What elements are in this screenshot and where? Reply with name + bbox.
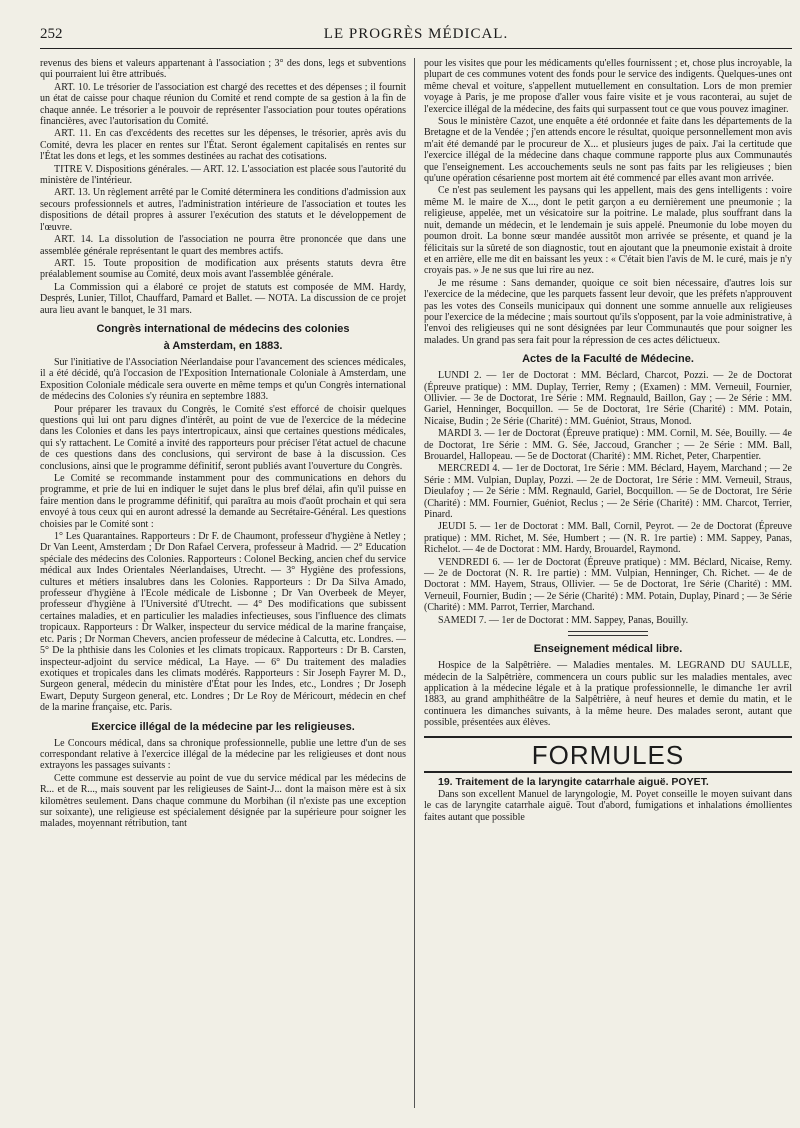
page-header [40,26,792,49]
formule-article [424,789,792,823]
paragraph: Sous le ministère Cazot, une enquête a été ordonnée et faite dans les départements de la Bretagne et de la Vendée ; j'en attends encore le résultat, quoique personnellement mon avis m'ait été demandé par le procureur de X... et plusieurs juges de paix. J'ai la certitude que l'exercice illégal de la médecine dans chaque commune rapporte plus aux Communautés que l'enseignement. Les accouchements seuls ne sont pas faits par les religieuses ; bien qu'une opération césarienne post mortem ait été commencé par elles avant mon arrivée. [424,116,792,185]
paragraph: ART. 11. En cas d'excédents des recettes sur les dépenses, le trésorier, après avis du Comité, devra les placer en rentes sur l'État. Seront également capitalisés en rentes sur l'État les dons et legs, et les sommes destinées au rachat des cotisations. [40,128,406,163]
exercise-article-continued [424,58,792,346]
paragraph: ART. 15. Toute proposition de modification aux présents statuts devra être préalablement soumise au Comité, deux mois avant l'assemblée générale. [40,257,406,281]
paragraph: Je me résume : Sans demander, quoique ce soit bien nécessaire, d'autres lois sur l'exercice de la médecine, que les parquets fassent leur devoir, que les préfets n'approuvent pas les votes des Conseils municipaux qui donnent une somme annuelle aux religieuses pour l'exercice de la médecine ; mais sourtout qu'ils s'opposent, par la voie administrative, à l'envoi des religieuses qui ne sont désignées par leur Communautés que pour soigner les malades. Un grand pas sera fait pour la répression de ces actes délictueux. [424,277,792,346]
paragraph: revenus des biens et valeurs appartenant à l'association ; 3° des dons, legs et subventions qui pourraient lui être attribués. [40,58,406,81]
paragraph: ART. 14. La dissolution de l'association ne pourra être prononcée que dans une assemblée générale représentant le quart des membres actifs. [40,234,406,257]
congress-article [40,357,406,714]
paragraph: TITRE V. Dispositions générales. — ART. 12. L'association est placée sous l'autorité du ministère de l'intérieur. [40,163,406,187]
section-heading-exercise: Exercice illégal de la médecine par les religieuses. [91,720,355,733]
paragraph: VENDREDI 6. — 1er de Doctorat (Épreuve pratique) : MM. Béclard, Nicaise, Remy. — 2e de Doctorat (N. R. 1re partie) : MM. Vulpian, Henninger, Ch. Richet. — 4e de Doctorat : MM. Hayem, Straus, Ollivier. — 5e de Doctorat, 1re Série (Charité) : MM. Verneuil, Fournier, Budin ; — 2e Série (Charité) : MM. Potain, Duplay, Pinard ; — 3e Série (Charité) : MM. Parrot, Terrier, Marchand. [424,556,792,614]
section-separator [568,631,648,636]
paragraph: Dans son excellent Manuel de laryngologie, M. Poyet conseille le moyen suivant dans le cas de laryngite catarrhale aiguë. Tout d'abord, fumigations et inhalations émollientes faites autant que possible [424,788,792,823]
section-heading-faculty: Actes de la Faculté de Médecine. [522,353,694,366]
paragraph: JEUDI 5. — 1er de Doctorat : MM. Ball, Cornil, Peyrot. — 2e de Doctorat (Épreuve pratique) : MM. Richet, M. Sée, Humbert ; — (N. R. 1re partie) : MM. Sappey, Panas, Richelot. — 4e de Doctorat : MM. Hardy, Brouardel, Raymond. [424,521,792,556]
paragraph: LUNDI 2. — 1er de Doctorat : MM. Béclard, Charcot, Pozzi. — 2e de Doctorat (Épreuve pratique) : MM. Duplay, Terrier, Remy ; (Examen) : MM. Verneuil, Fournier, Ollivier. — 3e de Doctorat, 1re Série : MM. Regnauld, Baillon, Gay ; — 2e Série : MM. Gariel, Henninger, Bocquillon. — 5e de Doctorat, 1re Série (Charité) : MM. Potain, Nicaise, Budin ; 2e Série (Charité) : MM. Guéniot, Straus, Monod. [424,370,792,427]
paragraph: MARDI 3. — 1er de Doctorat (Épreuve pratique) : MM. Cornil, M. Sée, Bouilly. — 4e de Doctorat, 1re Série : MM. G. Sée, Jaccoud, Grancher ; — 2e Série : MM. Ball, Brouardel, Hallopeau. — 5e de Doctorat (Charité) : MM. Richet, Peter, Charpentier. [424,428,792,462]
faculty-schedule [424,370,792,626]
paragraph: Ce n'est pas seulement les paysans qui les appellent, mais des gens intelligents : voire même M. le maire de X..., dont le petit garçon a eu dernièrement une pneumonie ; la religieuse, appelée, met un vésicatoire sur la poitrine. Le malade, plus souffrant dans la nuit, demande un médecin, et le lendemain je suis appelé. Pneumonie du lobe moyen du poumon droit. La bonne sœur mandée aussitôt mon arrivée se présente, et quand je la félicitais sur la sûreté de son diagnostic, tout en ajoutant que la pneumonie existait à droite et en arrière, elle me dit en baissant les yeux : « C'était bien l'avis de M. le curé, mais je n'y croyais pas. » Je ne sus que lui rire au nez. [424,185,792,277]
left-column [40,58,406,1120]
paragraph: Le Concours médical, dans sa chronique professionnelle, publie une lettre d'un de ses correspondant relative à l'exercice illégal de la médecine par les religieuses et dont nous extrayons les passages suivants : [40,737,406,772]
statute-articles [40,58,406,316]
paragraph: ART. 13. Un règlement arrêté par le Comité déterminera les conditions d'admission aux secours professionnels et autres, l'administration intérieure de l'association et toutes les dispositions de détail propres à assurer l'exécution des statuts et le développement de l'œuvre. [40,187,406,233]
paragraph: pour les visites que pour les médicaments qu'elles fournissent ; et, chose plus incroyable, la plupart de ces communes votent des fonds pour le service des indigents. Quelques-unes ont même cheval et voiture, s'appellent mutuellement en consultation. Lors de mon premier voyage à Paris, je me propose d'aller vous faire visite et je vous raconterai, au sujet de l'exercice illégal de la médecine, des faits qui surpassent tout ce que vous pouvez imaginer. [424,58,792,115]
paragraph: Le Comité se recommande instamment pour des communications en dehors du programme, et prie de lui en indiquer le sujet dans le plus bref délai, afin qu'il puisse en faire mention dans le programme définitif, qui paraîtra au mois d'août prochain et qui sera envoyé à tous ceux qui en auront adressé la demande au Secrétaire-Général. Les questions choisies par le Comité sont : [40,473,406,530]
paragraph: La Commission qui a élaboré ce projet de statuts est composée de MM. Hardy, Després, Lunier, Tillot, Chauffard, Pamard et Ballet. — NOTA. La discussion de ce projet aura lieu avant le banquet, le 31 mars. [40,281,406,316]
paragraph: SAMEDI 7. — 1er de Doctorat : MM. Sappey, Panas, Bouilly. [438,614,689,626]
right-column [424,58,792,1120]
journal-title: LE PROGRÈS MÉDICAL. [323,26,509,42]
exercise-article [40,738,406,830]
paragraph: Hospice de la Salpêtrière. — Maladies mentales. M. LEGRAND DU SAULLE, médecin de la Salpêtrière, commencera un cours public sur les maladies mentales, avec application à la médecine légale et à la pratique professionnelle, le dimanche 1er avril 1883, au grand amphithéâtre de la Salpêtrière, à neuf heures et demie du matin, et le continuera les dimanches suivants, à la même heure. Des malades seront, autant que possible, présentées aux élèves. [424,660,792,729]
paragraph: 1° Les Quarantaines. Rapporteurs : Dr F. de Chaumont, professeur d'hygiène à Netley ; Dr Van Leent, Amsterdam ; Dr Don Rafael Cervera, professeur à Madrid. — 2° Education spéciale des médecins des Colonies. Rapporteurs : Colonel Becking, ancien chef du service médical aux Indes Orientales Néerlandaises, Utrecht. — 3° Hygiène des professions, cultures et métiers insalubres dans les Colonies. Rapporteurs : Dr Da Silva Amado, professeur d'hygiène à l'Ecole médicale de Lisbonne ; Dr Van Overbeek de Meyer, professeur d'hygiène à l'Université d'Utrecht. — 4° Des modifications que subissent certaines maladies, et en particulier les maladies infectieuses, sous l'influence des climats tropicaux. Rapporteurs : Dr Walker, inspecteur du service médical de la marine française, etc. Paris ; Dr Norman Chevers, ancien professeur de médecine à Calcutta, etc. Londres. — 5° De la phthisie dans les Colonies et les climats tropicaux. Rapporteurs : Dr B. Carsten, inspecteur-adjoint du service médical, La Haye. — 6° Du traitement des maladies exotiques et tropicales dans les climats modérés. Rapporteurs : Sir Joseph Fayrer M. D., Surgeon general, médecin du ministère d'État pour les Indes, etc., Londres ; Dr Joseph Ewart, Deputy Surgeon general, etc. Londres ; Dr Le Roy de Méricourt, médecin en chef de la marine française, etc. Paris. [40,531,406,714]
column-divider [414,58,415,1108]
section-heading-libre: Enseignement médical libre. [533,643,683,656]
section-heading-congress: Congrès international de médecins des colonies [96,322,350,335]
formule-heading: 19. Traitement de la laryngite catarrhale aiguë. POYET. [438,775,709,788]
paragraph: Sur l'initiative de l'Association Néerlandaise pour l'avancement des sciences médicales, il a été décidé, qu'à l'occasion de l'Exposition Internationale Coloniale à Amsterdam, une Exposition Coloniale médicale sera ouverte en même temps et qu'un Congrès international de médecins des Colonies s'y réunira en septembre 1883. [40,356,406,403]
paragraph: ART. 10. Le trésorier de l'association est chargé des recettes et des dépenses ; il fournit un état de caisse pour chaque réunion du Comité et rend compte de sa gestion à la fin de chaque année. Le trésorier a le pouvoir de représenter l'association pour toutes opérations financières, avec l'autorisation du Comité. [40,81,406,128]
paragraph: MERCREDI 4. — 1er de Doctorat, 1re Série : MM. Béclard, Hayem, Marchand ; — 2e Série : MM. Vulpian, Duplay, Pozzi. — 2e de Doctorat, 1re Série : MM. Verneuil, Straus, Dieulafoy ; — 2e Série : MM. Regnauld, Gariel, Bocquillon. — 5e de Doctorat, 1re Série (Charité) : MM. Fournier, Guéniot, Reclus ; — 2e Série (Charité) : MM. Charcot, Terrier, Pinard. [424,463,792,521]
section-subheading-congress: à Amsterdam, en 1883. [163,339,283,352]
formules-banner: FORMULES [424,736,792,773]
page-number: 252 [40,26,63,42]
paragraph: Pour préparer les travaux du Congrès, le Comité s'est efforcé de choisir quelques questions qui lui ont paru dignes d'intérêt, au point de vue de l'exercice de la médecine dans les Colonies et dans les pays intertropicaux, ainsi que certaines questions médicales, qui s'y rattachent. Le Comité a invité des rapporteurs pour préciser l'état actuel de chacune de ces questions dans des conclusions, qui serviront de base à la discussion. Ces conclusions, ainsi que le programme définitif, seront publiés avant l'ouverture du Congrès. [40,403,406,472]
paragraph: Cette commune est desservie au point de vue du service médical par les médecins de R... et de R..., mais souvent par les religieuses de Saint-J... dont la maison mère est à six kilomètres seulement. Dans chaque commune du Morbihan (il n'existe pas une exception sur soixante), une religieuse est spécialement désignée par la supérieure pour soigner les malades, moyennant rétribution, tant [40,772,406,830]
libre-article [424,660,792,728]
